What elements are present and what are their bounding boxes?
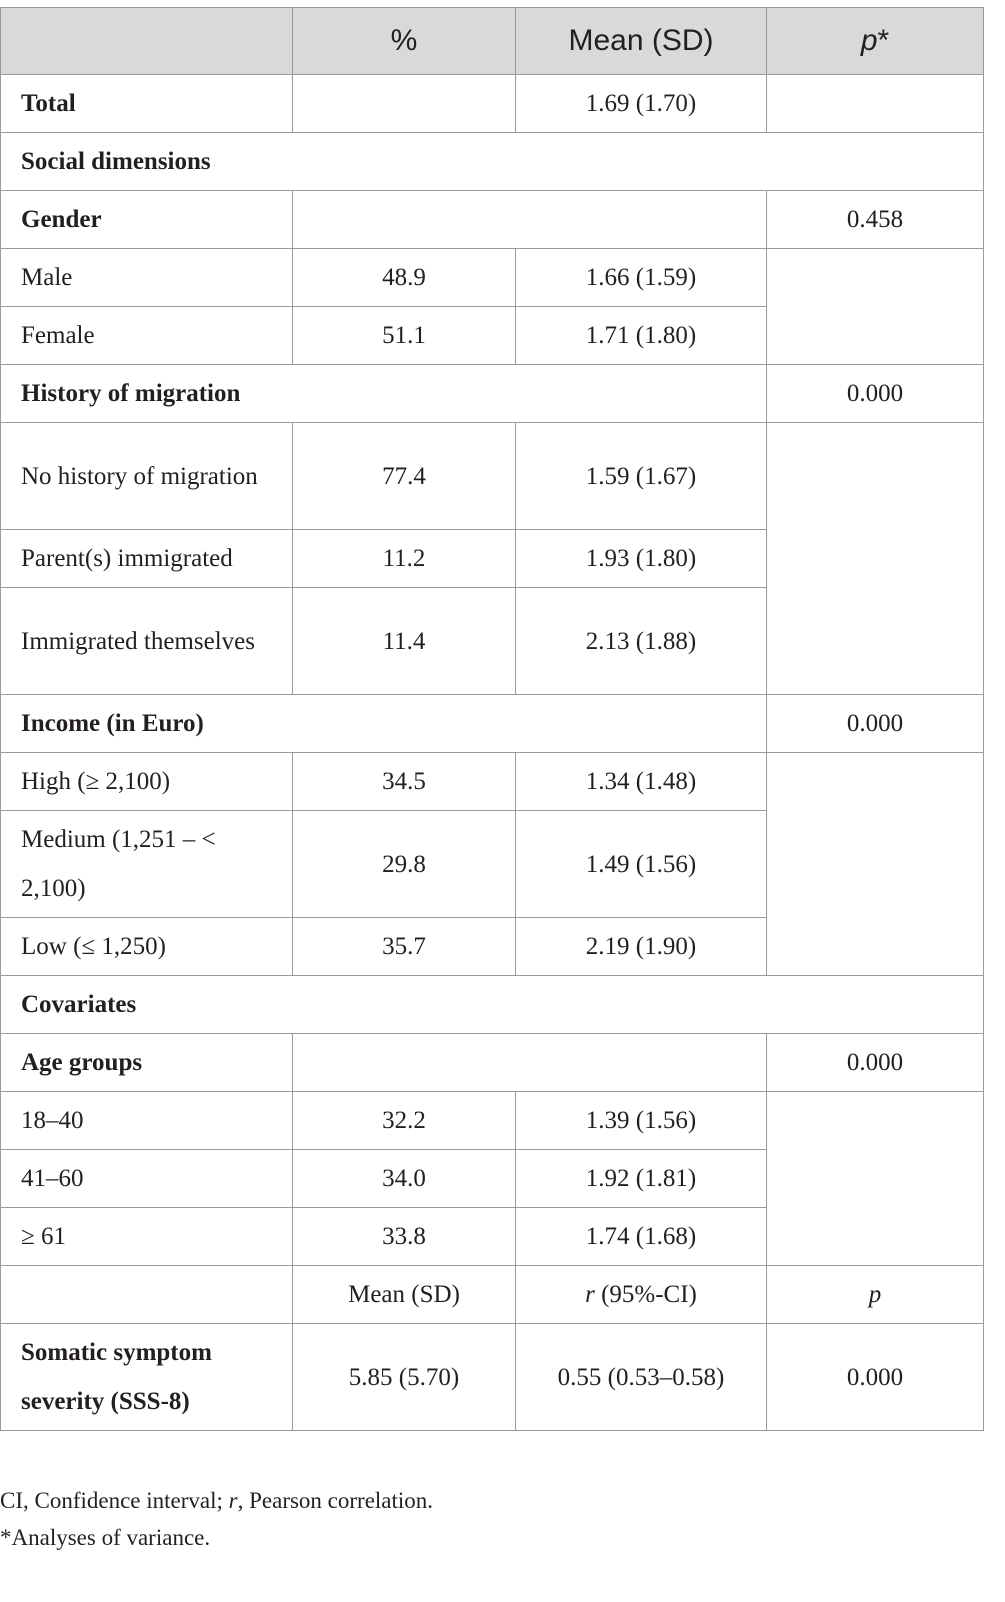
group-label: Income (in Euro) <box>1 695 767 753</box>
group-row <box>1 695 984 753</box>
row-percent: 48.9 <box>293 249 516 307</box>
row-mean: 2.19 (1.90) <box>516 918 767 976</box>
row-percent: 35.7 <box>293 918 516 976</box>
section-row <box>1 976 984 1034</box>
footnote-ci: CI, Confidence interval; <box>0 1488 229 1513</box>
row-percent: 33.8 <box>293 1208 516 1266</box>
group-p: 0.000 <box>767 365 984 423</box>
header-cell-label <box>1 8 293 75</box>
row-mean: 1.66 (1.59) <box>516 249 767 307</box>
row-percent <box>293 75 516 133</box>
row-label: Somatic symptom severity (SSS-8) <box>1 1324 293 1431</box>
group-row <box>1 1034 984 1092</box>
footnote-r-symbol: r <box>228 1488 238 1513</box>
section-heading: Covariates <box>1 976 984 1034</box>
row-mean: 1.92 (1.81) <box>516 1150 767 1208</box>
row-label: Parent(s) immigrated <box>1 530 293 588</box>
table-row <box>1 753 984 811</box>
row-percent: 11.4 <box>293 588 516 695</box>
row-mean: 1.49 (1.56) <box>516 811 767 918</box>
section-row <box>1 133 984 191</box>
subheader-p: p <box>767 1266 984 1324</box>
r-symbol: r <box>585 1281 595 1308</box>
table-row <box>1 249 984 307</box>
row-mean: 1.59 (1.67) <box>516 423 767 530</box>
row-label: Female <box>1 307 293 365</box>
table-header-row <box>1 8 984 75</box>
row-label: 41–60 <box>1 1150 293 1208</box>
header-cell-p <box>767 8 984 75</box>
row-mean: 2.13 (1.88) <box>516 588 767 695</box>
table-row <box>1 1092 984 1150</box>
table-row <box>1 75 984 133</box>
section-heading: Social dimensions <box>1 133 984 191</box>
group-label: History of migration <box>1 365 767 423</box>
subheader-mean-sd: Mean (SD) <box>293 1266 516 1324</box>
row-percent: 11.2 <box>293 530 516 588</box>
group-row <box>1 191 984 249</box>
row-label: Immigrated themselves <box>1 588 293 695</box>
row-p <box>767 423 984 695</box>
subheader-empty <box>1 1266 293 1324</box>
group-label: Gender <box>1 191 293 249</box>
ci-label: (95%-CI) <box>594 1281 697 1308</box>
row-p <box>767 75 984 133</box>
row-p <box>767 753 984 976</box>
row-percent: 51.1 <box>293 307 516 365</box>
group-label: Age groups <box>1 1034 293 1092</box>
row-mean-sd: 5.85 (5.70) <box>293 1324 516 1431</box>
row-label: Total <box>1 75 293 133</box>
table-row <box>1 1324 984 1431</box>
row-label: ≥ 61 <box>1 1208 293 1266</box>
group-empty <box>293 1034 767 1092</box>
row-mean: 1.71 (1.80) <box>516 307 767 365</box>
footnote-anova: *Analyses of variance. <box>0 1525 211 1550</box>
row-percent: 29.8 <box>293 811 516 918</box>
asterisk: * <box>877 24 890 57</box>
subheader-row <box>1 1266 984 1324</box>
row-mean: 1.74 (1.68) <box>516 1208 767 1266</box>
row-label: No history of migration <box>1 423 293 530</box>
row-p <box>767 249 984 365</box>
group-p: 0.000 <box>767 695 984 753</box>
row-mean: 1.69 (1.70) <box>516 75 767 133</box>
row-label: 18–40 <box>1 1092 293 1150</box>
row-label: Low (≤ 1,250) <box>1 918 293 976</box>
group-p: 0.000 <box>767 1034 984 1092</box>
group-p: 0.458 <box>767 191 984 249</box>
header-cell-percent: % <box>293 8 516 75</box>
row-percent: 77.4 <box>293 423 516 530</box>
row-p <box>767 1092 984 1266</box>
row-label: High (≥ 2,100) <box>1 753 293 811</box>
results-table <box>0 7 984 1431</box>
footnote-abbreviations <box>0 1488 433 1514</box>
table-row <box>1 423 984 530</box>
group-empty <box>293 191 767 249</box>
row-mean: 1.34 (1.48) <box>516 753 767 811</box>
row-mean: 1.39 (1.56) <box>516 1092 767 1150</box>
row-percent: 34.0 <box>293 1150 516 1208</box>
subheader-r-ci <box>516 1266 767 1324</box>
row-r-ci: 0.55 (0.53–0.58) <box>516 1324 767 1431</box>
row-percent: 32.2 <box>293 1092 516 1150</box>
row-percent: 34.5 <box>293 753 516 811</box>
header-cell-mean-sd: Mean (SD) <box>516 8 767 75</box>
group-row <box>1 365 984 423</box>
row-mean: 1.93 (1.80) <box>516 530 767 588</box>
row-label: Medium (1,251 – < 2,100) <box>1 811 293 918</box>
row-p: 0.000 <box>767 1324 984 1431</box>
p-symbol: p <box>860 24 878 57</box>
footnote-r-text: , Pearson correlation. <box>237 1488 434 1513</box>
row-label: Male <box>1 249 293 307</box>
